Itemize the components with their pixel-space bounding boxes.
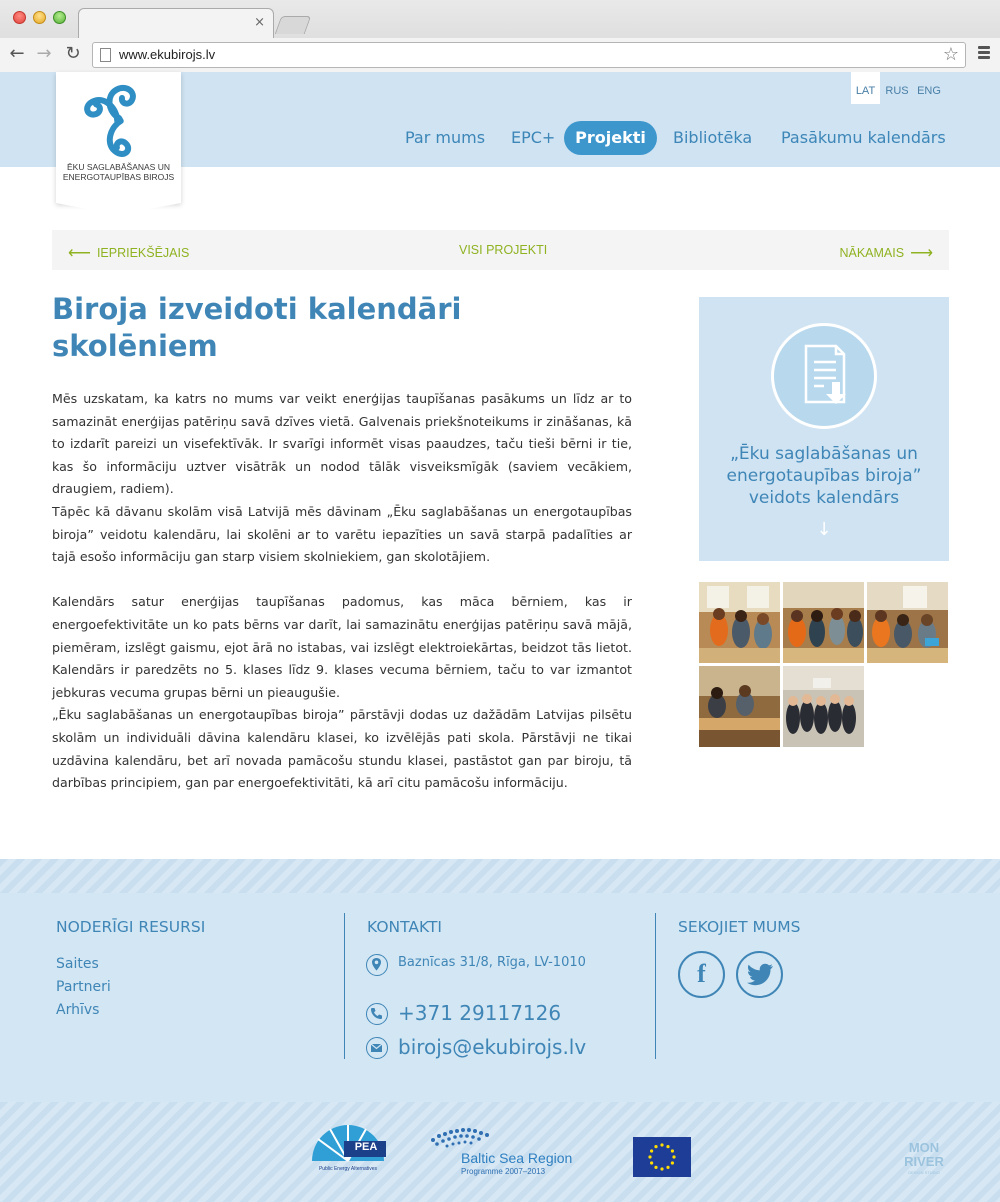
monriver-line-2: RIVER [904, 1154, 944, 1169]
next-label: NĀKAMAIS [839, 246, 905, 260]
contact-phone[interactable]: +371 29117126 [398, 1001, 562, 1025]
project-pager [52, 230, 949, 270]
facebook-letter: f [697, 959, 706, 988]
arrow-down-icon: ↓ [816, 519, 832, 540]
article-paragraph: „Ēku saglabāšanas un energotaupības biroja” pārstāvji dodas uz dažādām Latvijas pilsētu skolām un individuāli dāvina kalendāru klasei, ko izvēlējās pati skola. Pārstāvji ne tikai uzdāvina kalendāru, bet arī novada pamācošu stundu klasei, pastāstot gan par biroju, tā darbības principiem, gan par energoefektivitāti, kā arī citu pamācošu informāciju. [52, 707, 632, 791]
nav-projekti[interactable]: Projekti [564, 121, 657, 155]
article-paragraph: Kalendārs satur enerģijas taupīšanas padomus, kas māca bērniem, kas ir energoefektivitāte un ko pats bērns var darīt, lai samazinātu enerģijas patēriņu savā mājā, piemēram, izslēgt gaismu, ejot ārā no istabas, vai izslēgt elektroiekārtas, beidzot tās lietot. Kalendārs ir paredzēts no 5. klases līdz 9. klases vecuma bērniem, taču to var izmantot jebkuras vecuma grupas bērni un pieaugušie. [52, 594, 632, 700]
pea-logo-text: PEA [354, 1141, 378, 1153]
footer-divider [344, 913, 345, 1059]
page-title: Biroja izveidoti kalendāri skolēniem [52, 292, 462, 363]
bookmark-star-icon[interactable]: ☆ [942, 44, 959, 65]
reload-icon[interactable]: ↻ [65, 43, 81, 64]
url-text[interactable]: www.ekubirojs.lv [119, 47, 216, 62]
gallery-photo[interactable] [783, 666, 864, 747]
previous-link[interactable] [68, 242, 189, 262]
article-paragraph: Mēs uzskatam, ka katrs no mums var veikt enerģijas taupīšanas pasākums un līdz ar to samazināt enerģijas patēriņu savā dzīves vietā. Galvenais priekšnoteikums ir zināšanas, kā to izdarīt pareizi un visefektīvāk. Ir svarīgi informēt visas paaudzes, taču tieši bērni ir tie, kas šo informāciju uztver visātrāk un nodod tālāk visveiksmīgāk (saviem vecākiem, draugiem, radiem). [52, 391, 632, 497]
baltic-sea-region-logo[interactable] [427, 1122, 579, 1178]
all-projects-link[interactable]: VISI PROJEKTI [459, 243, 548, 257]
monriver-logo[interactable] [898, 1140, 950, 1180]
close-window-button[interactable] [13, 11, 26, 24]
lang-eng[interactable]: ENG [917, 85, 941, 97]
browser-toolbar [0, 38, 1000, 72]
email-icon [366, 1037, 388, 1059]
footer-link-partneri[interactable]: Partneri [56, 979, 111, 995]
monriver-line-1: MON [908, 1140, 940, 1155]
phone-icon [366, 1003, 388, 1025]
baltic-logo-subtext: Programme 2007–2013 [461, 1167, 546, 1176]
triskelion-logo-icon [76, 78, 162, 160]
previous-label: IEPRIEKŠĒJAIS [96, 246, 190, 260]
footer-divider [655, 913, 656, 1059]
gallery-photo[interactable] [783, 582, 864, 663]
nav-pasakumu-kalendars[interactable]: Pasākumu kalendārs [781, 128, 946, 147]
location-pin-icon [366, 954, 388, 976]
follow-heading: SEKOJIET MUMS [678, 918, 801, 936]
monriver-line-3: DESIGN STUDIO [908, 1170, 940, 1175]
article-body [52, 388, 632, 795]
logo-line-1: ĒKU SAGLABĀŠANAS UN [67, 162, 170, 172]
twitter-icon[interactable] [736, 951, 783, 998]
site-logo[interactable] [56, 72, 181, 203]
page-icon [100, 48, 111, 62]
document-download-icon [771, 323, 877, 429]
lang-lat[interactable]: LAT [851, 72, 880, 104]
browser-chrome [0, 0, 1000, 72]
back-icon[interactable]: ← [9, 43, 25, 64]
nav-biblioteka[interactable]: Bibliotēka [673, 128, 753, 147]
new-tab-button[interactable] [275, 16, 312, 34]
logo-wordmark [56, 162, 181, 182]
gallery-photo[interactable] [699, 582, 780, 663]
baltic-logo-text: Baltic Sea Region [461, 1150, 573, 1166]
calendar-download-box[interactable] [699, 297, 949, 561]
nav-epc[interactable]: EPC+ [511, 128, 556, 147]
arrow-left-icon: ⟵ [68, 245, 91, 262]
footer-link-arhivs[interactable]: Arhīvs [56, 1002, 100, 1018]
eu-flag-logo[interactable] [633, 1137, 691, 1177]
logo-line-2: ENERGOTAUPĪBAS BIROJS [62, 172, 175, 182]
forward-icon[interactable]: → [36, 43, 52, 64]
pea-logo[interactable] [308, 1119, 388, 1177]
footer-link-saites[interactable]: Saites [56, 956, 99, 972]
address-bar[interactable] [92, 42, 966, 68]
footer-stripes [0, 859, 1000, 893]
resources-heading: NODERĪGI RESURSI [56, 918, 206, 936]
minimize-window-button[interactable] [33, 11, 46, 24]
gallery-photo[interactable] [699, 666, 780, 747]
browser-tab[interactable] [78, 8, 274, 38]
calendar-download-text[interactable]: „Ēku saglabāšanas un energotaupības biroja” veidots kalendārs [726, 444, 922, 508]
nav-par-mums[interactable]: Par mums [405, 128, 486, 147]
contacts-heading: KONTAKTI [367, 918, 442, 936]
contact-address: Baznīcas 31/8, Rīga, LV-1010 [398, 955, 586, 970]
next-link[interactable] [839, 242, 933, 262]
gallery-photo[interactable] [867, 582, 948, 663]
facebook-icon[interactable] [678, 951, 725, 998]
photo-gallery [699, 582, 949, 747]
tab-close-icon[interactable]: × [254, 15, 265, 30]
arrow-right-icon: ⟶ [910, 245, 933, 262]
menu-icon[interactable] [978, 46, 990, 61]
article-paragraph: Tāpēc kā dāvanu skolām visā Latvijā mēs dāvinam „Ēku saglabāšanas un energotaupības biroja” veidotu kalendāru, lai skolēni ar to varētu iepazīties un savā starpā padalīties ar tajā esošo informāciju gan starp visiem skolniekiem, gan skolotājiem. [52, 503, 632, 565]
maximize-window-button[interactable] [53, 11, 66, 24]
contact-email[interactable]: birojs@ekubirojs.lv [398, 1035, 587, 1059]
pea-logo-subtext: Public Energy Alternatives [318, 1166, 378, 1172]
lang-rus[interactable]: RUS [885, 85, 909, 97]
